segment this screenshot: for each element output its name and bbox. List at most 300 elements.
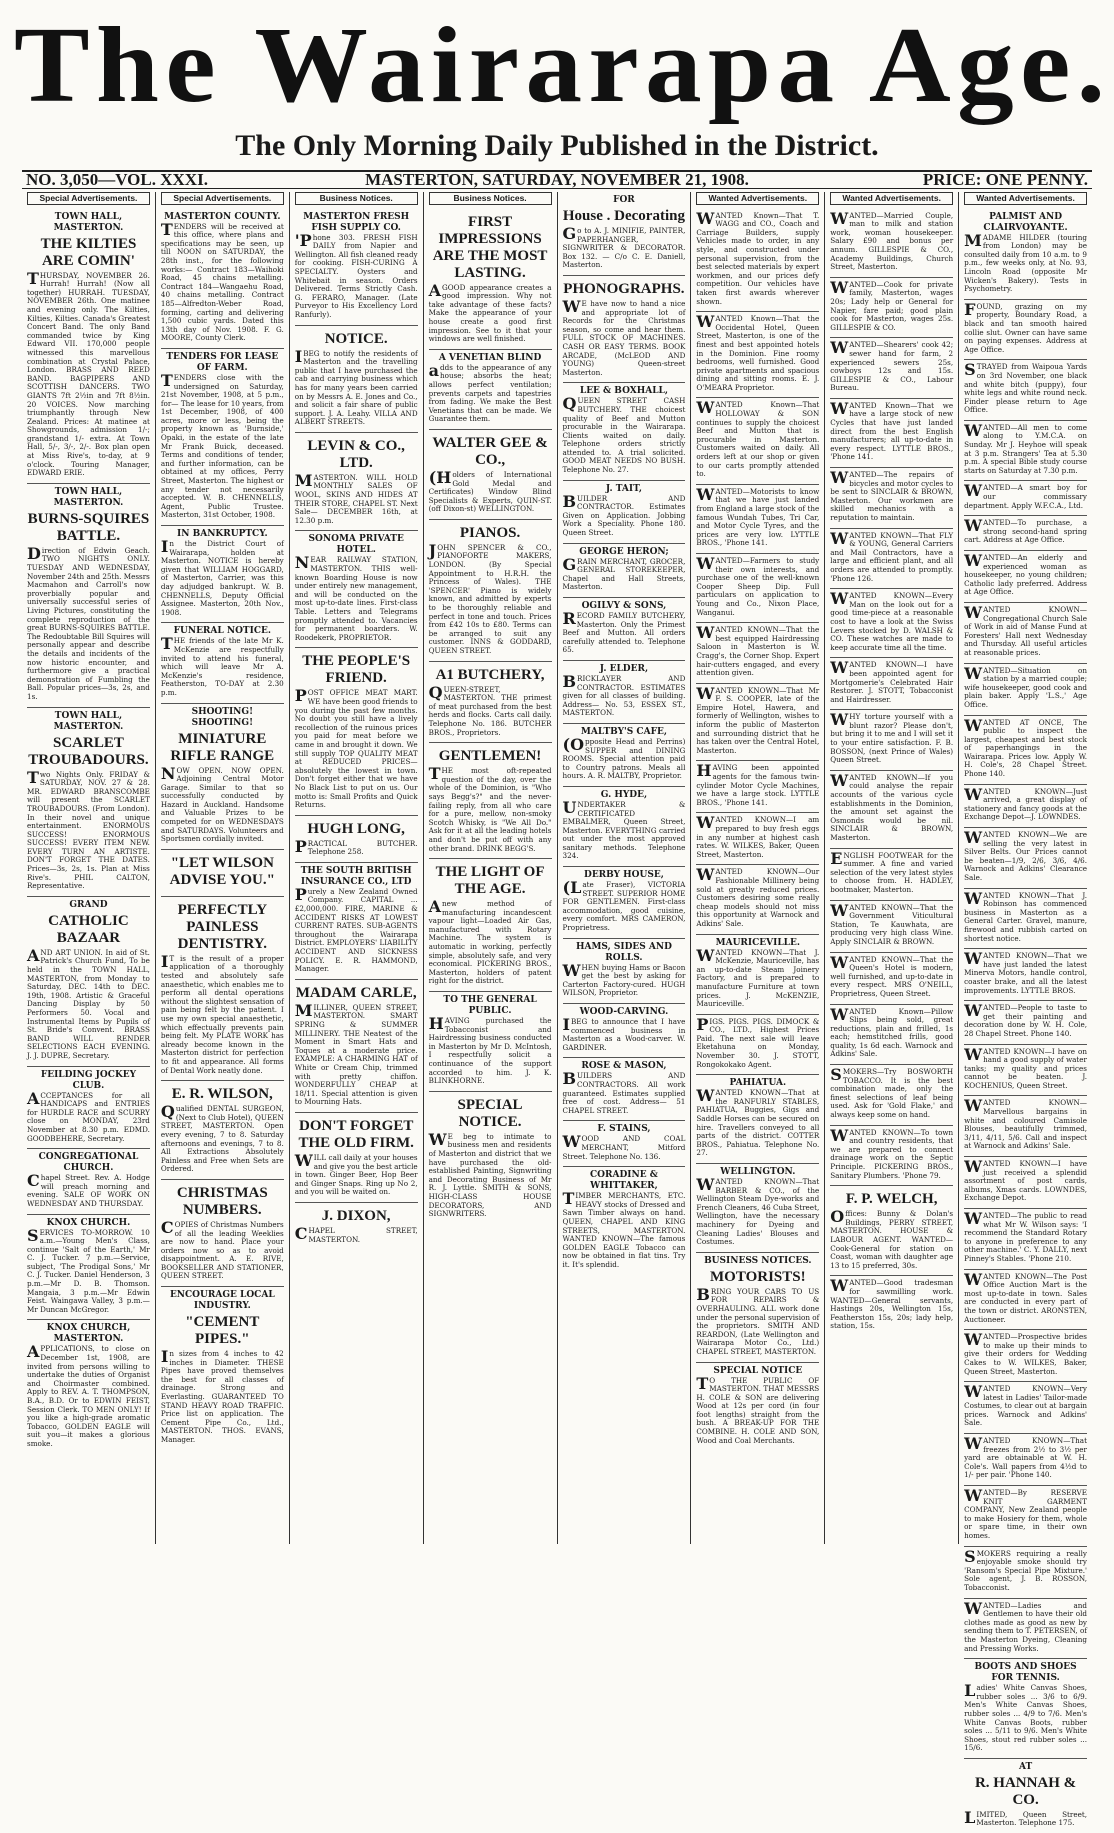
advertisement <box>964 360 1087 421</box>
columns <box>22 192 1092 1828</box>
column-header: Business Notices. <box>295 192 418 205</box>
ad-body: WANTED KNOWN—That Mr F. S. COOPER, late of the Empire Hotel, Hawera, and formerly of Wellington, wishes to inform the public of Masterton and surrounding district that he has taken over the Central Hotel, Masterton. <box>696 683 820 755</box>
ad-body: WANTED KNOWN—Very latest in Ladies' Tailor-made Costumes, to clear out at bargain prices. Warnock and Adkins' Sale. <box>964 1382 1087 1428</box>
advertisement <box>964 716 1087 785</box>
advertisement <box>964 603 1087 664</box>
ad-heading: ROSE & MASON, <box>581 1061 667 1072</box>
ad-body: WANTED KNOWN—I am prepared to buy fresh eggs in any number at highest cash rates. W. WILKES, Baker, Queen Street, Masterton. <box>696 813 820 859</box>
ad-body: MASTERTON. WILL HOLD MONTHLY SALES OF WOOL, SKINS AND HIDES AT THEIR STORE, CHAPEL ST. Next Sale— DECEMBER 16th, at 12.30 p.m. <box>294 470 418 525</box>
ad-headline: NOTICE. <box>324 330 388 347</box>
ad-body: COPIES of Christmas Numbers of all the leading Weeklies are now to hand. Place your orders now so as to avoid disappointment. A. E. RIVE, BOOKSELLER AND STATIONER, QUEEN STREET. <box>160 1217 284 1281</box>
ad-heading: TOWN HALL, MASTERTON. <box>53 486 124 508</box>
advertisement <box>964 1096 1087 1157</box>
advertisement <box>696 761 819 813</box>
advertisement <box>161 209 284 349</box>
ad-heading: ENCOURAGE LOCAL INDUSTRY. <box>169 1290 275 1312</box>
advertisement <box>964 1382 1087 1434</box>
column-header: Wanted Advertisements. <box>830 192 953 205</box>
advertisement <box>964 889 1087 950</box>
ad-heading: CONGREGATIONAL CHURCH. <box>38 1152 139 1174</box>
ad-body: WE have now to hand a nice and appropriate lot of Records for the Christmas season, so come and hear them. FULL STOCK OF MACHINES. CASH OR EASY TERMS. BOOK ARCADE, (McLEOD AND YOUNG) Queen-street Masterton. <box>562 296 686 377</box>
advertisement <box>161 850 284 897</box>
advertisement <box>563 939 686 1004</box>
advertisement <box>696 935 819 1015</box>
ad-body: WHEN buying Hams or Bacon get the best by asking for Carterton Factory-cured. HUGH WILSON, Proprietor. <box>562 960 686 998</box>
ad-heading: PALMIST AND CLAIRVOYANTE. <box>983 211 1068 233</box>
ad-body: WANTED—An elderly and experienced woman as housekeeper, no young children; Catholic lady preferred. Address at Age Office. <box>964 551 1087 597</box>
advertisement <box>830 953 953 1005</box>
ad-heading: OGILVY & SONS, <box>581 601 667 611</box>
column-header: Business Notices. <box>429 192 552 205</box>
advertisement <box>563 481 686 544</box>
ad-body: WANTED KNOWN—I have on hand a good supply of water tanks; my quality and prices cannot be beaten. J. KOCHENIUS, Queen Street. <box>964 1044 1087 1090</box>
column-3 <box>289 192 423 1544</box>
ad-body: ACCEPTANCES for all HANDICAPS and ENTRIES for HURDLE RACE and SCURRY close on MONDAY, 23rd November at 8.30 p.m. EDMD. GOODBEHERE, Secretary. <box>27 1088 150 1143</box>
ad-body: Chapel Street. Rev. A. Hodge will preach morning and evening. SALE OF WORK ON WEDNESDAY AND THURSDAY. <box>27 1171 150 1208</box>
ad-headline: J. DIXON, <box>321 1207 391 1224</box>
ad-body: In sizes from 4 inches to 42 inches in Diameter. THESE Pipes have proved themselves the best for all classes of drainage. Strong and Everlasting. GUARANTEED TO STAND HEAVY ROAD TRAFFIC. Price list on application. The Cement Pipe Co., Ltd., MASTERTON. THOS. EVANS, Manager. <box>160 1347 284 1444</box>
column-4 <box>423 192 557 1544</box>
advertisement <box>429 662 552 744</box>
advertisement <box>563 724 686 787</box>
ad-body: WANTED KNOWN—Marvellous bargains in white and coloured Camisole Blouses, beautifully trimmed, 3/11, 4/11, 5/6. Call and inspect at Warnock and Adkins' Sale. <box>964 1096 1087 1151</box>
advertisement <box>295 1113 418 1203</box>
advertisement <box>295 863 418 980</box>
ad-body: WANTED KNOWN—Every Man on the look out for a good time-piece at a reasonable cost to have a look at the Swiss Levers stocked by D. WALSH & CO. These watches are made to keep accurate time all the time. <box>830 589 954 652</box>
ad-body: WANTED—To purchase, a strong second-hand spring cart. Address at Age Office. <box>964 516 1087 545</box>
ad-body: WANTED Known—Pillow Slips being sold, great reductions, plain and frilled, 1s each; hemstitched frills, good quality, 1s 6d each. Warnock and Adkins' Sale. <box>830 1004 954 1059</box>
advertisement <box>964 1547 1087 1599</box>
advertisement <box>429 1092 552 1224</box>
ad-body: WANTED KNOWN—That the best equipped Hairdressing Saloon in Masterton is W. Cragg's, the Corner Shop. Expert hair-cutters engaged, and every attention given. <box>696 623 820 678</box>
ad-body: WANTED Known—That HOLLOWAY & SON continues to supply the choicest Beef and Mutton that is procurable in Masterton. Customers waited on daily. All orders left at our shop or given to our carts promptly attended to. <box>696 398 820 479</box>
advertisement <box>27 1215 150 1321</box>
ad-body: MADAME HILDER (touring from London) may be consulted daily from 10 a.m. to 9 p.m., few weeks only, at No. 93, Lincoln Road (opposite Mr Wicken's Bakery). Tests in Psychometry. <box>964 230 1087 294</box>
advertisement <box>964 1330 1087 1382</box>
ad-body: WANTED—Shearers' cook 42; sewer hand for farm, 2 experienced sewers 25s, cowboys 12s and 15s. GILLESPIE & CO., Labour Bureau. <box>830 338 954 393</box>
ad-body: WANTED KNOWN—If you could analyse the repair accounts of the various cycle establishments in the Dominion, the amount set against the Osmonds would be nil. SINCLAIR & BROWN, Masterton. <box>830 770 954 842</box>
ad-heading: J. TAIT, <box>605 483 642 494</box>
ad-body: WOOD AND COAL MERCHANT, Mitford Street. Telephone No. 136. <box>562 1132 686 1161</box>
advertisement <box>429 859 552 992</box>
advertisement <box>964 300 1087 361</box>
advertisement <box>563 544 686 598</box>
advertisement <box>830 710 953 771</box>
advertisement <box>563 1121 686 1167</box>
ad-body: WANTED KNOWN—Just arrived, a great display of stationery and fancy goods at the Exchange Depot—J. LOWNDES. <box>964 784 1087 822</box>
ad-heading: SONOMA PRIVATE HOTEL. <box>308 534 404 556</box>
ad-headline: SCARLET TROUBADOURS. <box>28 734 149 768</box>
advertisement <box>27 708 150 897</box>
ad-heading: WELLINGTON. <box>720 1167 796 1177</box>
ad-body: WANTED KNOWN—That the Queen's Hotel is modern, well furnished, and up-to-date in every respect. MRS O'NEILL, Proprietress, Queen Street. <box>830 952 954 998</box>
ad-body: (Opposite Head and Perrins) SUPPER and DINING ROOMS. Special attention paid to Country patrons. Meals all hours. A. R. MALTBY, Proprietor. <box>562 734 686 781</box>
advertisement <box>964 1434 1087 1486</box>
ad-heading: PAHIATUA. <box>729 1078 787 1089</box>
advertisement <box>563 1058 686 1121</box>
ad-heading: FEILDING JOCKEY CLUB. <box>40 1069 137 1091</box>
ad-body: adds to the appearance of any house; absorbs the heat; allows perfect ventilation; prevents carpets and tapestries from fading. We make the Best Venetians that can be made. We Guarantee them. <box>428 360 552 424</box>
advertisement <box>964 481 1087 516</box>
dateline <box>22 170 1092 189</box>
advertisement <box>27 209 150 484</box>
ad-heading: MASTERTON FRESH FISH SUPPLY CO. <box>303 211 410 233</box>
ad-headline: "CEMENT PIPES." <box>185 1314 260 1348</box>
ad-heading: FOR <box>613 195 635 205</box>
ad-body: Offices: Bunny & Dolan's Buildings, PERRY STREET, MASTERTON. HOUSE & LABOUR AGENT. WANTED—Cook-General for station on Coast, woman with daughter age 13 to 15 preferred, 30s. <box>830 1207 954 1270</box>
advertisement <box>964 1599 1087 1660</box>
ad-body: TENDERS close with the undersigned on Saturday, 21st November, 1908, at 5 p.m., for— The lease for 10 years, from 1st December, 1908, of 400 acres, more or less, being the property known as 'Burnside,' Opaki, in the estate of the late Mr Frank Buick, deceased. Terms and conditions of tender, and further information, can be obtained at my offices, Perry Street, Masterton. The highest or any tender not necessarily accepted. W. B. CHENNELLS, Agent, Public Trustee. Masterton, 31st October, 1908. <box>160 370 284 520</box>
ad-body: THE most oft-repeated question of the day, over the whole of the Dominion, is "Who says Begg's?" and the never-failing reply, from all who care for a pure, mellow, non-smoky Scotch Whisky, is "We All Do." Ask for it at all the leading hotels and don't be put off with any other brand. DRINK BEGG'S. <box>428 764 552 853</box>
advertisement <box>964 828 1087 889</box>
ad-body: PRACTICAL BUTCHER. Telephone 258. <box>294 836 418 857</box>
ad-headline: MINIATURE RIFLE RANGE <box>170 730 275 764</box>
ad-headline: CHRISTMAS NUMBERS. <box>176 1184 268 1218</box>
ad-body: WANTED—Cook for private family, Masterton, wages 20s; Lady help or General for Napier, fare paid; good plain cook for Masterton, wages 25s. GILLESPIE & CO. <box>830 277 954 332</box>
ad-body: WANTED—Motorists to know that we have just landed from England a large stock of the famous Wundah Tubes, Tri Car, and Motor Cycle Tyres, and the prices are very low. LYTTLE BROS., 'Phone 141. <box>696 484 820 548</box>
ad-body: STRAYED from Waipoua Yards on 3rd November, one black and white bitch (puppy), four white legs and white round neck. Finder please return to Age Office. <box>964 360 1087 415</box>
advertisement <box>161 623 284 703</box>
issue-number: NO. 3,050—VOL. XXXI. <box>26 170 208 189</box>
ad-headline: BURNS-SQUIRES BATTLE. <box>27 510 150 544</box>
ad-heading: CORADINE & WHITTAKER, <box>590 1170 658 1192</box>
ad-body: (Late Fraser), VICTORIA STREET. SUPERIOR HOME FOR GENTLEMEN. First-class accommodation, good cuisine, every comfort. MRS CAMERON, Proprietress. <box>562 878 686 933</box>
advertisement <box>964 551 1087 603</box>
advertisement <box>161 349 284 526</box>
ad-heading: DERBY HOUSE, <box>584 870 664 881</box>
advertisement <box>696 312 819 398</box>
ad-body: FOUND, grazing on my property, Boundary Road, a black and tan smooth haired collie slut. Owner can have same on paying expenses. Address at Age Office. <box>964 299 1087 354</box>
advertisement <box>696 813 819 865</box>
advertisement <box>830 849 953 901</box>
ad-body: APPLICATIONS, to close on December 1st, 1908, are invited from persons willing to undertake the duties of Organist and Choirmaster combined. Apply to REV. A. T. THOMPSON, B.A., B.D. Or to EDWIN FEIST, Session Clerk. TO MEN ONLY! If you like a high-grade aromatic Tobacco, GOLDEN EAGLE will suit you—it makes a glorious smoke. <box>27 1342 150 1448</box>
advertisement <box>830 1065 953 1126</box>
advertisement <box>830 1126 953 1187</box>
advertisement <box>830 1186 953 1276</box>
advertisement <box>964 1209 1087 1270</box>
advertisement <box>696 1075 819 1164</box>
ad-body: BRICKLAYER AND CONTRACTOR. ESTIMATES given for all classes of building. Address— No. 53, ESSEX ST., MASTERTON. <box>562 671 686 718</box>
ad-headline: House . Decorating <box>562 208 685 224</box>
advertisement <box>830 529 953 590</box>
ad-heading: GRAND <box>69 899 108 910</box>
advertisement <box>27 484 150 708</box>
ad-headline: PIANOS. <box>459 524 521 541</box>
column-5 <box>557 192 691 1544</box>
ad-heading: BUSINESS NOTICES. <box>704 1255 812 1266</box>
ad-body: IBEG to announce that I have commenced business in Masterton as a Wood-carver. W. GARDINER. <box>562 1015 686 1052</box>
advertisement <box>563 661 686 724</box>
ad-heading: THE SOUTH BRITISH INSURANCE CO., LTD <box>300 865 412 887</box>
ad-body: WANTED KNOWN—Our Fashionable Millinery being sold at greatly reduced prices. Customers desiring some really cheap models should not miss this opportunity at Warnock and Adkins' Sale. <box>696 865 820 928</box>
ad-body: SMOKERS—Try BOSWORTH TOBACCO. It is the best combination made, only the finest selections of leaf being used. Ask for 'Gold Flake,' and always keep some on hand. <box>830 1065 954 1120</box>
ad-body: WANTED KNOWN—I have been appointed agent for Mortgomerie's Celebrated Hair Restorer. J. STOTT, Tobacconist and Hairdresser. <box>830 658 954 704</box>
ad-body: WANTED KNOWN—That J. Robinson has commenced business in Masterton as a General Carter. Gravel, manure, firewood and rubbish carted on shortest notice. <box>964 888 1087 943</box>
column-header: Special Advertisements. <box>27 192 150 205</box>
ad-body: Anew method of manufacturing incandescent vapour light—Loaded Air Gas, manufactured with Rotary Machine. The system is automatic in working, perfectly simple, absolutely safe, and very economical. PICKERING BROS., Masterton, holders of patent right for the district. <box>428 897 552 986</box>
advertisement <box>161 1081 284 1180</box>
ad-body: WANTED KNOWN—I have just received a splendid assortment of post cards, albums, Xmas cards. LOWNDES, Exchange Depot. <box>964 1157 1087 1203</box>
column-6 <box>690 192 824 1544</box>
ad-body: LIMITED, Queen Street, Masterton. Telephone 175. <box>964 1807 1087 1828</box>
ad-headline: CATHOLIC BAZAAR <box>48 912 129 946</box>
ad-headline: F. P. WELCH, <box>845 1191 938 1208</box>
ad-body: JOHN SPENCER & CO., PIANOFORTE MAKERS, LONDON. (By Special Appointment to H.R.H. the Princess of Wales). THE 'SPENCER' Piano is widely known, and admitted by experts to be thoroughly reliable and perfect in tone and touch. Prices from £42 10s to £80. Terms can be arranged to suit any customer. INNS & GODDARD, QUEEN STREET. <box>428 540 552 655</box>
ad-body: WANTED KNOWN—That we have just landed the latest Minerva Motors, handle control, coaster brake, and all the latest improvements. LYTTLE BROS. <box>964 949 1087 995</box>
ad-headline: PHONOGRAPHS. <box>563 280 685 297</box>
ad-body: SMOKERS requiring a really enjoyable smoke should try 'Ransom's Special Pipe Mixture.' Sole agent, J. B. ROSSON, Tobacconist. <box>964 1546 1087 1592</box>
ad-headline: WALTER GEE & CO., <box>432 434 548 468</box>
advertisement <box>964 1486 1087 1547</box>
ad-body: Go to A. J. MINIFIE, PAINTER, PAPERHANGER, SIGNWRITER & DECORATOR. Box 132. — C/o C. E. Daniell, Masterton. <box>562 224 686 270</box>
ad-body: TIMBER MERCHANTS, ETC. HEAVY stocks of Dressed and Sawn Timber always on hand. QUEEN, CHAPEL AND KING STREETS, MASTERTON. WANTED KNOWN—The famous GOLDEN EAGLE Tobacco can now be obtained in flat tins. Try it. It's splendid. <box>562 1189 686 1269</box>
ad-body: UNDERTAKER & CERTIFICATED EMBALMER, Queen Street, Masterton. EVERYTHING carried out under the most approved sanitary methods. Telephone 324. <box>562 797 686 861</box>
ad-body: WE beg to intimate to business men and residents of Masterton and district that we have purchased the old-established Painting, Signwriting and Decorating Business of Mr R. J. Lyttle. SMITH & SONS, HIGH-CLASS HOUSE DECORATORS, AND SIGNWRITERS. <box>428 1129 552 1219</box>
advertisement <box>964 421 1087 482</box>
ad-heading: SHOOTING! SHOOTING! <box>191 706 254 728</box>
advertisement <box>964 664 1087 716</box>
ad-heading: KNOX CHURCH. <box>46 1217 131 1228</box>
masthead <box>14 6 1112 126</box>
column-1 <box>22 192 155 1544</box>
ad-body: Two Nights Only. FRIDAY & SATURDAY, NOV. 27 & 28. MR. EDWARD BRANSCOMBE will present the SCARLET TROUBADOURS. (From London). In their novel and unique entertainment. ENORMOUS SUCCESS! ENORMOUS SUCCESS! EVERY ITEM NEW. EVERY TURN AN ARTISTE. DON'T FORGET THE DATES. Prices—3s, 2s, 1s. Plan at Miss Rive's. PHIL CALTON, Representative. <box>27 767 150 891</box>
advertisement <box>964 516 1087 551</box>
ad-body: POST OFFICE MEAT MART. WE have been good friends to you during the past few months. No doubt you still have a lively recollection of the ruinous prices you paid for meat before we came in and brought it down. We still supply TOP QUALITY MEAT at REDUCED PRICES—absolutely the lowest in town. Don't forget either that we have No Black List to put on us. Our motto is: Small Profits and Quick Returns. <box>294 686 418 810</box>
advertisement <box>563 598 686 661</box>
ad-body: WANTED KNOWN—That BARBER & CO., of the Wellington Steam Dye-works and French Cleaners, 46 Cuba Street, Wellington, have the necessary machinery for Dyeing and Cleaning Ladies' Blouses and Costumes. <box>696 1175 820 1247</box>
ad-heading: TENDERS FOR LEASE OF FARM. <box>166 351 279 373</box>
advertisement <box>830 468 953 529</box>
ad-heading: KNOX CHURCH, MASTERTON. <box>46 1323 131 1345</box>
column-header: Special Advertisements. <box>161 192 284 205</box>
ad-heading: TO THE GENERAL PUBLIC. <box>443 995 537 1017</box>
ad-body: WHY torture yourself with a blunt razor? Please don't, but bring it to me and I will set it to your entire satisfaction. F. B. BOSSON, (next Prince of Wales) Queen Street. <box>830 710 954 765</box>
advertisement <box>964 949 1087 1001</box>
advertisement <box>27 897 150 1067</box>
ad-heading: A VENETIAN BLIND <box>438 352 542 363</box>
ad-body: WANTED KNOWN—That freezes from 2½ to 3½ per yard are obtainable at W. H. Cole's. Wall papers from 4½d to 1/- per pair. 'Phone 140. <box>964 1434 1087 1480</box>
ad-body: In the District Court of Wairarapa, holden at Masterton. NOTICE is hereby given that WILLIAM HOGGARD, of Masterton, Carrier, was this day adjudged bankrupt. W. B. CHENNELLS, Deputy Official Assignee. Masterton, 20th Nov., 1908. <box>160 537 284 617</box>
advertisement <box>696 865 819 934</box>
ad-body: TENDERS will be received at this office, where plans and specifications may be seen, up till NOON on SATURDAY, the 28th inst., for the following works:— Contract 183—Waihoki Road, 45 chains metalling. Contract 184—Wangaehu Road, 40 chains metalling. Contract 185—Alfredton-Weber Road, forming, carting and delivering 1,500 cubic yards. Dated this 13th day of Nov. 1908. F. G. MOORE, County Clerk. <box>160 219 284 343</box>
ad-body: WANTED KNOWN—That the Government Viticultural Station, Te Kauwhata, are producing very high class Wine. Apply SINCLAIR & BROWN. <box>830 900 954 946</box>
ad-body: WANTED—Good tradesman for sawmilling work. WANTED—General servants, Hastings 20s, Wellington 15s, Featherston 15s, 20s; lady help, station, 15s. <box>830 1276 954 1331</box>
ad-body: HAVING purchased the Tobacconist and Hairdressing business conducted in Masterton by Mr D. McIntosh, I respectfully solicit a continuance of the support accorded to him. J. K. BLINKHORNE. <box>428 1014 552 1086</box>
ad-body: CHAPEL STREET, MASTERTON. <box>294 1223 418 1244</box>
column-2 <box>155 192 289 1544</box>
advertisement <box>295 531 418 648</box>
ad-headline: THE PEOPLE'S FRIEND. <box>302 653 411 687</box>
advertisement <box>295 980 418 1113</box>
ad-heading: J. ELDER, <box>599 663 649 674</box>
advertisement <box>696 398 819 484</box>
ad-headline: MOTORISTS! <box>710 1268 806 1285</box>
ad-heading: IN BANKRUPTCY. <box>177 529 268 539</box>
advertisement <box>964 1759 1087 1833</box>
ad-heading: MAURICEVILLE. <box>715 937 800 948</box>
advertisement <box>964 209 1087 300</box>
ad-headline: LEVIN & CO., LTD. <box>307 437 405 471</box>
ad-heading: GEORGE HERON; <box>579 546 669 557</box>
ad-body: TO THE PUBLIC OF MASTERTON. THAT MESSRS H. COLE & SON are delivering Wood at 12s per cord (in four foot lengths) straight from the bush. A BREAK-UP FOR THE COMBINE. H. COLE AND SON, Wood and Coal Merchants. <box>696 1373 820 1445</box>
ad-body: PIGS. PIGS. PIGS. DIMOCK & CO., LTD., Highest Prices Paid. The next sale will leave Eketahuna on Monday, November 30. J. STOTT, Rongokokako Agent. <box>696 1014 820 1069</box>
ad-headline: "LET WILSON ADVISE YOU." <box>169 854 275 888</box>
advertisement <box>295 1203 418 1249</box>
advertisement <box>161 704 284 850</box>
ad-body: WANTED—A smart boy for our commissary department. Apply W.F.C.A., Ltd. <box>964 481 1087 510</box>
advertisement <box>295 433 418 532</box>
ad-body: WANTED—Prospective brides to make up their minds to give their orders for Wedding Cakes to W. WILKES, Baker, Queen Street, Masterton. <box>964 1330 1087 1376</box>
ad-headline: E. R. WILSON, <box>171 1086 273 1103</box>
ad-heading: AT <box>1018 1761 1033 1772</box>
advertisement <box>295 209 418 326</box>
advertisement <box>964 1001 1087 1044</box>
ad-headline: PERFECTLY PAINLESS DENTISTRY. <box>177 901 268 952</box>
ad-headline: SPECIAL NOTICE. <box>457 1096 523 1130</box>
advertisement <box>563 867 686 939</box>
ad-body: WANTED—Ladies and Gentlemen to have their old clothes made as good as new by sending them to T. PETERSEN, of the Masterton Dyeing, Cleaning and Pressing Works. <box>964 1598 1087 1653</box>
ad-body: WANTED KNOWN—The Post Office Auction Mart is the most up-to-date in town. Sales are conducted in every part of the town or district. ARONSTEN, Auctioneer. <box>964 1269 1087 1324</box>
advertisement <box>429 992 552 1092</box>
advertisement <box>429 743 552 859</box>
advertisement <box>563 787 686 867</box>
ad-body: Direction of Edwin Geach. TWO NIGHTS ONLY. TUESDAY AND WEDNESDAY, November 24th and 25th. Messrs Macmahon and Carroll's now proverbially popular and universally successful series of Living Pictures, constituting the complete reproduction of the great BURNS-SQUIRES BATTLE. The Redoubtable Bill Squires will personally appear and describe the details and incidents of the now historic encounter, and furthermore give a practical demonstration of Fumbling the Ball. Popular prices—3s, 2s, and 1s. <box>27 543 150 701</box>
ad-body: NOW OPEN. NOW OPEN. Adjoining Central Motor Garage. Similar to that so successfully conducted by Hazard in Auckland. Handsome and Valuable Prizes to be competed for on WEDNESDAYS and SATURDAYS. Volunteers and Sportsmen cordially invited. <box>160 763 284 844</box>
advertisement <box>830 901 953 953</box>
advertisement <box>161 526 284 623</box>
newspaper-subtitle: The Only Morning Daily Published in the District. <box>235 129 879 162</box>
advertisement <box>27 1067 150 1150</box>
ad-body: WILL call daily at your houses and give you the best article in town. Ginger Beer, Hop Beer and Ginger Snaps. Ring up No 2, and you will be waited on. <box>294 1150 418 1197</box>
ad-body: WANTED KNOWN—To town and country residents, that we are prepared to connect drainage work on the Septic Principle. PICKERING BROS., Sanitary Plumbers. 'Phone 79. <box>830 1125 954 1180</box>
ad-heading: TOWN HALL, MASTERTON. <box>53 710 124 732</box>
ad-body: WANTED KNOWN—Congregational Church Sale of Work in aid of Manse Fund at Foresters' Hall next Wednesday and Thursday. All useful articles at reasonable prices. <box>964 602 1087 657</box>
advertisement <box>964 1659 1087 1759</box>
ad-headline: HUGH LONG, <box>307 820 405 837</box>
ad-heading: BOOTS AND SHOES FOR TENNIS. <box>974 1662 1077 1684</box>
advertisement <box>429 430 552 520</box>
ad-body: SERVICES TO-MORROW. 10 a.m.—Young Men's Class, continue 'Salt of the Earth,' Mr C. J. Tucker. 7 p.m.—Service, subject, 'The Prodigal Sons,' Mr C. J. Tucker. Daniel Henderson, 3 p.m.—Mr D. B. Thomson. Mangaia, 3 p.m.—Mr Edwin Feist. Waingawa Valley, 3 p.m.—Mr Duncan McGregor. <box>27 1225 150 1314</box>
advertisement <box>696 485 819 554</box>
column-7 <box>824 192 958 1544</box>
advertisement <box>27 1320 150 1453</box>
ad-body: MILLINER, QUEEN STREET, MASTERTON. SMART SPRING & SUMMER MILLINERY. THE Neatest of the Moment in Smart Hats and Toques at a moderate price. EXAMPLE: A CHARMING HAT of White or Cream Chip, trimmed with pretty chiffon. WONDERFULLY CHEAP at 18/11. Special attention is given to Mourning Hats. <box>294 1000 418 1107</box>
advertisement <box>295 648 418 815</box>
advertisement <box>964 1045 1087 1097</box>
advertisement <box>830 399 953 468</box>
advertisement <box>563 1004 686 1058</box>
ad-body: Qualified DENTAL SURGEON, (Next to Club Hotel), QUEEN STREET, MASTERTON. Open every evening, 7 to 8. Saturday afternoons and evenings, 7 to 8. All Extractions Absolutely Painless and Free when Sets are Ordered. <box>160 1102 284 1174</box>
ad-heading: MASTERTON COUNTY. <box>164 211 281 222</box>
advertisement <box>830 771 953 849</box>
advertisement <box>295 326 418 433</box>
advertisement <box>696 684 819 762</box>
advertisement <box>563 276 686 383</box>
ad-body: IT is the result of a proper application of a thoroughly tested and absolutely safe anaesthetic, which enables me to perform all dental operations without the slightest sensation of pain being felt by the patient. I use my own special anaesthetic, which effectually prevents pain being felt. My PLATE WORK has already become known in the Masterton district for perfection to fit and appearance. All forms of Dental Work neatly done. <box>160 951 284 1075</box>
ad-body: RECORD FAMILY BUTCHERY, Masterton. Only the Primest Beef and Mutton. All orders carefully attended to. Telephone 65. <box>562 609 686 655</box>
ad-body: BUILDERS AND CONTRACTORS. All work guaranteed. Estimates supplied free of cost. Address— 51 CHAPEL STREET. <box>562 1069 686 1115</box>
advertisement <box>161 897 284 1081</box>
advertisement <box>964 1270 1087 1331</box>
advertisement <box>696 1015 819 1076</box>
ad-body: WANTED—All men to come along to Y.M.C.A. on Sunday. Mr J. Heyhoe will speak at 3 p.m. Strangers' Tea at 5.30 p.m. A special Bible study course starts on Saturday at 7.30 p.m. <box>964 420 1087 475</box>
ad-body: ENGLISH FOOTWEAR for the summer. A fine and varied selection of the very latest styles to choose from. H. HADLEY, bootmaker, Masterton. <box>830 848 954 894</box>
advertisement <box>429 209 552 350</box>
column-8 <box>958 192 1092 1828</box>
advertisement <box>696 1164 819 1253</box>
advertisement <box>830 658 953 710</box>
ad-heading: TOWN HALL, MASTERTON. <box>53 211 124 233</box>
advertisement <box>563 383 686 480</box>
ad-body: WANTED KNOWN—We are selling the very latest in Silver Belts. Our Prices cannot be beaten—1/9, 2/6, 3/6, 4/6. Warnock and Adkins' Clearance Sale. <box>964 828 1087 882</box>
advertisement <box>830 209 953 278</box>
issue-date: MASTERTON, SATURDAY, NOVEMBER 21, 1908. <box>365 170 749 189</box>
ad-body: WANTED—Farmers to study their own interests, and purchase one of the well-known Cooper Sheep Dip. Full particulars on application to Young and Co., Nixon Place, Wanganui. <box>696 553 820 617</box>
ad-body: NEAR RAILWAY STATION, MASTERTON. THIS well-known Boarding House is now under entirely new management, and will be conducted on the most up-to-date lines. First-class Table. Letters and Telegrams promptly attended to. Vacancies for permanent boarders. W. Roodekerk, PROPRIETOR. <box>294 553 418 642</box>
ad-body: THE friends of the late Mr K. McKenzie are respectfully invited to attend his funeral, which will leave Mr A. McKenzie's residence, Featherston, TO-DAY at 2.30 p.m. <box>160 634 284 697</box>
advertisement <box>429 350 552 430</box>
advertisement <box>964 1157 1087 1209</box>
ad-heading: FUNERAL NOTICE. <box>173 626 271 637</box>
ad-heading: LEE & BOXHALL, <box>579 386 669 397</box>
ad-body: WANTED Known—That T. WAGG and CO., Coach and Carriage Builders, supply Vehicles made to order, in any style, and constructed under personal supervision, from the best selected materials by expert workmen, and our prices defy competition. Our vehicles have taken first awards wherever shown. <box>696 208 820 306</box>
ad-body: IBEG to notify the residents of Masterton and the travelling public that I have purchased the cab and carrying business which has for many years been carried on by Messrs A. E. Jones and Co., and solicit a fair share of public support. J. A. Leahy. VILLA AND ALBERT STREETS. <box>294 346 418 427</box>
advertisement <box>295 816 418 863</box>
ad-headline: GENTLEMEN! <box>438 748 542 765</box>
ad-body: WANTED Known—That the Occidental Hotel, Queen Street, Masterton, is one of the finest and best appointed hotels in the Dominion. Fine roomy bedrooms, well furnished. Good private apartments and spacious dining and sitting rooms. E. J. O'MEARA Proprietor. <box>696 312 820 392</box>
newspaper-title: The Wairarapa Age. <box>14 6 1112 125</box>
ad-body: WANTED AT ONCE, The public to inspect the largest, cheapest and best stock of paperhangings in the Wairarapa. Prices low. Apply W. H. Cole's, 28 Chapel Street. Phone 140. <box>964 715 1087 779</box>
ad-heading: F. STAINS, <box>597 1124 651 1135</box>
ad-headline: A1 BUTCHERY, <box>435 666 545 683</box>
ad-headline: THE LIGHT OF THE AGE. <box>435 864 545 898</box>
ad-body: WANTED—By RESERVE KNIT GARMENT COMPANY, New Zealand people to make Hosiery for them, whole or spare time, in their own homes. <box>964 1486 1087 1540</box>
advertisement <box>964 785 1087 828</box>
ad-body: WANTED—People to taste to get their painting and decoration done by W. H. Cole, 28 Chapel Street. Phone 140. <box>964 1001 1087 1038</box>
advertisement <box>830 338 953 399</box>
advertisement <box>830 1276 953 1336</box>
advertisement <box>563 1167 686 1274</box>
ad-headline: R. HANNAH & CO. <box>974 1774 1077 1808</box>
ad-body: WANTED KNOWN—That J. McKenzie, Mauriceville, has an up-to-date Steam Joinery Factory, and is prepared to manufacture Furniture at town prices. J. McKENZIE, Mauriceville. <box>696 945 820 1009</box>
ad-body: WANTED—The public to read what Mr W. Wilson says: 'I recommend the Standard Rotary to anyone in preference to any other machine.' C. Y. DALLY, next Pinney's Stables. 'Phone 210. <box>964 1209 1087 1263</box>
ad-body: WANTED KNOWN—That at the RANFURLY STABLES, PAHIATUA, Buggies, Gigs and Saddle Horses can be secured on hire. Travellers conveyed to all parts of the district. COTTER BROS., Pahiatua. Telephone No. 27. <box>696 1086 820 1158</box>
advertisement <box>830 1005 953 1066</box>
ad-heading: SPECIAL NOTICE <box>713 1365 803 1376</box>
ad-heading: MALTBY'S CAFE, <box>580 726 667 737</box>
advertisement <box>563 192 686 276</box>
ad-body: THURSDAY, NOVEMBER 26. Hurrah! Hurrah! (Now all together) HURRAH. TUESDAY, NOVEMBER 26th. One matinee and evening only. The Kilties, Kilties, Kilties. Canada's Greatest Concert Band. The only Band commanded twice by King Edward VII. 170,000 people witnessed this marvellous combination at Crystal Palace, London. BRASS AND REED BAND. BAGPIPERS AND SCOTTISH DANCERS. TWO GIANTS 7ft 2½in and 7ft 8½in. 20 VOICES. Now marching triumphantly through New Zealand. Prices: At matinee at Showgrounds, admission 1/-; grandstand 1/- extra. At Town Hall, 5/-, 3/-, 2/-. Box plan open at Miss Rive's, to-day, at 9 o'clock. Touring Manager, EDWARD ERIE. <box>27 268 150 478</box>
advertisement <box>161 1287 284 1450</box>
advertisement <box>696 1363 819 1451</box>
ad-body: AND ART UNION. In aid of St. Patrick's Church Fund, To be held in the TOWN HALL, MASTERTON, from Monday to Saturday, DEC. 14th to DEC. 19th, 1908. Artistic & Graceful Dancing Display by 50 Performers 50. Vocal and Instrumental Items by Pupils of St. Bride's Convent. BRASS BAND WILL RENDER SELECTIONS EACH EVENING. J. J. DUPRE, Secretary. <box>27 945 150 1060</box>
advertisement <box>27 1149 150 1214</box>
ad-body: WANTED—Married Couple, man to milk and station work, woman housekeeper. Salary £90 and bonus per annum. GILLESPIE & CO., Academy Buildings, Church Street, Masterton. <box>830 208 954 272</box>
column-header: Wanted Advertisements. <box>696 192 819 205</box>
ad-body: WANTED—Situation on station by a married couple; wife housekeeper, good cook and plain baker. Apply 'L.S.,' Age Office. <box>964 663 1087 709</box>
ad-heading: HAMS, SIDES AND ROLLS. <box>575 941 672 963</box>
advertisement <box>696 623 819 684</box>
ad-headline: THE KILTIES ARE COMIN' <box>40 235 137 269</box>
advertisement <box>696 554 819 623</box>
ad-body: HAVING been appointed agents for the famous twin-cylinder Motor Cycle Machines, we have a large stock. LYTTLE BROS., 'Phone 141. <box>696 761 820 807</box>
ad-body: BUILDER AND CONTRACTOR. Estimates Given on Application. Jobbing Work a Speciality. Phone 180. Queen Street. <box>562 491 686 538</box>
issue-price: PRICE: ONE PENNY. <box>922 170 1088 189</box>
ad-body: QUEEN STREET CASH BUTCHERY. THE choicest quality of Beef and Mutton procurable in the Wairarapa. Clients waited on daily. Telephone orders strictly attended to. A trial solicited. GOOD MEAT NEEDS NO BUSH. Telephone No. 27. <box>562 394 686 475</box>
ad-body: WANTED Known—That we have a large stock of new Cycles that have just landed direct from the best English manufacturers; all up-to-date in every respect. LYTTLE BROS., 'Phone 141. <box>830 398 954 462</box>
ad-body: Purely a New Zealand Owned Company. CAPITAL ... £2,000,000. FIRE, MARINE & ACCIDENT RISKS AT LOWEST CURRENT RATES. SUB-AGENTS throughout the Wairarapa District. EMPLOYERS' LIABILITY ACCIDENT AND SICKNESS POLICY. E. R. HAMMOND, Manager. <box>294 884 418 974</box>
ad-body: BRING YOUR CARS TO US FOR REPAIRS & OVERHAULING. ALL work done under the personal supervision of the proprietors. SMITH AND REARDON, (Late Wellington and Wairarapa Motor Co., Ltd.) CHAPEL STREET, MASTERTON. <box>696 1284 820 1356</box>
